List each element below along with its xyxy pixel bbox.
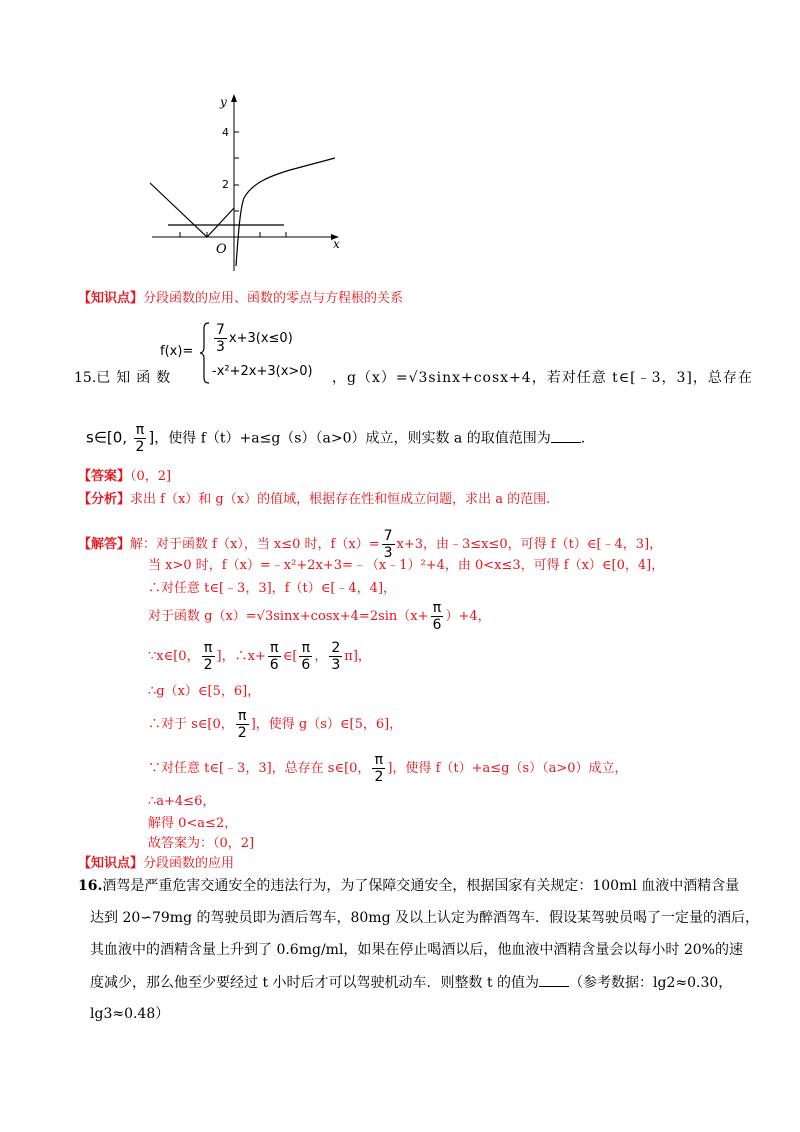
sol5-d3: 6: [301, 657, 311, 673]
solution-line4: [148, 600, 491, 633]
q15-gx-def: ，g（x）=√3sinx+cosx+4，若对任意 t∈[﹣3，3]，总存在: [332, 370, 753, 386]
solution-line4-b: ）+4，: [445, 609, 491, 624]
q16-line4-b: （参考数据：lg2≈0.30，: [569, 975, 733, 991]
sol5-d1: 2: [203, 657, 213, 673]
sol5-c: ∈[: [282, 649, 298, 664]
q16-line3: 其血液中的酒精含量上升到了 0.6mg/ml，如果在停止喝酒以后，他血液中酒精含量会以每小时 20%的速: [90, 942, 743, 958]
q15-intro: 已知函数: [96, 370, 177, 386]
solution-line1-a: 解：对于函数 f（x），当 x≤0 时，f（x）=: [130, 537, 380, 552]
case1-rest: x+3(x≤0): [228, 331, 293, 346]
solution-line8: [148, 752, 628, 785]
q16-line1: [78, 876, 739, 896]
case1-den: 3: [216, 339, 225, 355]
answer-tag: 【答案】: [78, 469, 131, 484]
answer-line: [78, 468, 171, 486]
sol8-b: ]，使得 f（t）+a≤g（s）（a>0）成立，: [387, 761, 628, 776]
case1-num: 7: [216, 322, 225, 338]
sol8-a: ∵对任意 t∈[﹣3，3]，总存在 s∈[0，: [148, 761, 371, 776]
s-two: 2: [135, 439, 145, 455]
solution-tag: 【解答】: [78, 537, 131, 552]
sol5-b: ]，∴x+: [216, 649, 266, 664]
sol5-n3: π: [301, 640, 311, 656]
q16-line4-a: 度减少，那么他至少要经过 t 小时后才可以驾驶机动车．则整数 t 的值为: [90, 975, 540, 991]
sol5-d: ，: [314, 649, 328, 664]
graph-svg: [140, 88, 350, 278]
y-tick-label-4: 4: [222, 126, 229, 139]
solution-line7: [148, 708, 402, 741]
analysis-tag: 【分析】: [78, 492, 131, 507]
sol7-a: ∴对于 s∈[0，: [148, 717, 234, 732]
s-domain-right: ]: [148, 428, 155, 447]
q15-end: .: [580, 430, 586, 447]
solution-line10: 解得 0<a≤2，: [148, 816, 238, 831]
sol4-den: 6: [432, 617, 442, 633]
answer-text: （0，2]: [130, 469, 172, 484]
case-1: [212, 322, 293, 355]
q16-line1-text: 酒驾是严重危害交通安全的违法行为，为了保障交通安全，根据国家有关规定：100ml 血液中酒精含量: [102, 878, 740, 894]
function-graph: [140, 88, 350, 278]
y-tick-label-2: 2: [222, 178, 229, 191]
sol5-n1: π: [203, 640, 213, 656]
q16-answer-blank: [539, 972, 569, 987]
solution-line11: 故答案为：（0，2]: [148, 836, 255, 851]
knowledge-point-15: [78, 855, 234, 873]
solution-line6: ∴g（x）∈[5，6]，: [148, 684, 261, 699]
solution-line3: ∴对任意 t∈[﹣3，3]，f（t）∈[﹣4，4]，: [148, 581, 397, 596]
sol5-n4: 2: [331, 640, 341, 656]
q15-condition: ，使得 f（t）+a≤g（s）（a>0）成立，则实数 a 的取值范围为: [154, 430, 551, 447]
sol5-a: ∵x∈[0，: [148, 649, 200, 664]
s-domain-left: s∈[0,: [86, 428, 128, 447]
case-2: -x²+2x+3(x>0): [212, 364, 313, 379]
q15-answer-blank: [551, 428, 581, 443]
sol8-den: 2: [374, 769, 384, 785]
analysis-text: 求出 f（x）和 g（x）的值域，根据存在性和恒成立问题，求出 a 的范围.: [130, 492, 551, 507]
q16-line2: 达到 20∽79mg 的驾驶员即为酒后驾车，80mg 及以上认定为醉酒驾车．假设某驾驶员喝了一定量的酒后，: [90, 910, 759, 926]
x-axis-label: x: [333, 237, 340, 251]
sol5-d2: 6: [269, 657, 279, 673]
solution-line2: 当 x>0 时，f（x）=﹣x²+2x+3=﹣（x﹣1）²+4，由 0<x≤3，可得 f（x）∈[0，4]，: [148, 558, 665, 573]
knowledge15-text: 分段函数的应用: [143, 856, 235, 871]
sol-frac-den: 3: [383, 545, 393, 561]
knowledge15-tag: 【知识点】: [78, 856, 144, 871]
solution-line4-a: 对于函数 g（x）=√3sinx+cosx+4=2sin（x+: [148, 609, 429, 624]
sol5-d4: 3: [331, 657, 341, 673]
sol7-b: ]，使得 g（s）∈[5，6]，: [250, 717, 403, 732]
q15-line1: [74, 368, 176, 388]
v-curve: [150, 183, 234, 237]
solution-line1-b: x+3，由﹣3≤x≤0，可得 f（t）∈[﹣4，3]，: [396, 537, 663, 552]
q16-line4: [90, 972, 732, 993]
y-axis-label: y: [220, 95, 227, 109]
sol-frac-num: 7: [383, 528, 393, 544]
knowledge-tag: 【知识点】: [78, 291, 144, 306]
sol7-num: π: [238, 708, 247, 724]
knowledge-point-14: [78, 290, 403, 308]
analysis-line: [78, 491, 550, 509]
q15-number: 15.: [74, 370, 97, 386]
q16-line5: lg3≈0.48）: [90, 1006, 170, 1022]
log-curve: [236, 158, 335, 266]
sol5-n2: π: [270, 640, 279, 656]
origin-label: O: [216, 242, 227, 257]
y-axis-arrow: [231, 94, 237, 102]
solution-line5: [148, 640, 371, 673]
sol5-e: π]，: [344, 649, 371, 664]
q15-line2: [86, 422, 585, 455]
knowledge-text: 分段函数的应用、函数的零点与方程根的关系: [143, 291, 404, 306]
sol8-num: π: [374, 752, 384, 768]
s-pi: π: [135, 422, 145, 438]
solution-line9: ∴a+4≤6，: [148, 794, 216, 809]
piecewise-brace: [200, 322, 210, 384]
sol4-num: π: [432, 600, 442, 616]
fx-name: f(x)=: [160, 344, 194, 359]
sol7-den: 2: [237, 725, 247, 741]
q16-number: 16.: [78, 878, 103, 894]
